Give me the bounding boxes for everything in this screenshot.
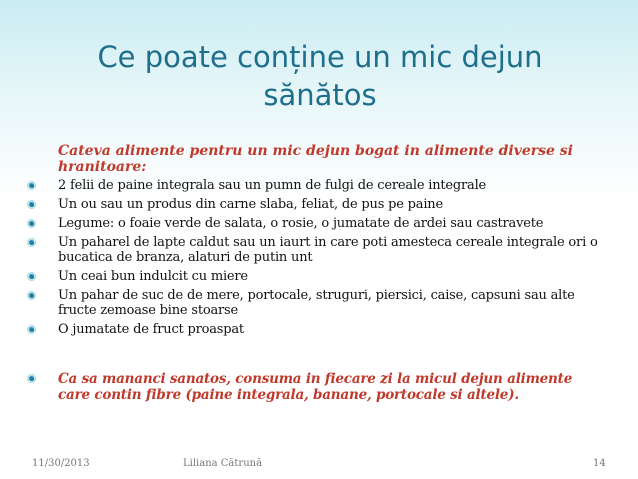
list-item-text: Un pahar de suc de de mere, portocale, struguri, piersici, caise, capsuni sau alte fructe zemoase bine stoarse <box>58 288 575 318</box>
bullet-icon <box>27 325 36 334</box>
bullet-icon <box>27 181 36 190</box>
food-list <box>0 178 638 341</box>
bullet-icon <box>27 200 36 209</box>
bullet-icon <box>27 272 36 281</box>
list-item <box>0 178 603 193</box>
footer-page-number: 14 <box>593 458 606 469</box>
list-item-text: O jumatate de fruct proaspat <box>58 322 244 337</box>
conclusion-item <box>0 371 603 403</box>
list-item <box>0 235 603 265</box>
footer-author: Liliana Cătrună <box>183 458 263 469</box>
list-item <box>0 269 603 284</box>
list-item <box>0 197 603 212</box>
footer-date: 11/30/2013 <box>32 458 90 469</box>
list-item <box>0 216 603 231</box>
slide-title: Ce poate conține un mic dejun sănătos <box>97 40 543 112</box>
list-item-text: Un ceai bun indulcit cu miere <box>58 269 248 284</box>
list-item-text: 2 felii de paine integrala sau un pumn de fulgi de cereale integrale <box>58 178 487 193</box>
list-item <box>0 288 603 318</box>
bullet-icon <box>27 374 36 383</box>
list-item-text: Legume: o foaie verde de salata, o rosie, o jumatate de ardei sau castravete <box>58 216 544 231</box>
list-item <box>0 322 603 337</box>
bullet-icon <box>27 291 36 300</box>
bullet-icon <box>27 219 36 228</box>
list-item-text: Un paharel de lapte caldut sau un iaurt in care poti amesteca cereale integrale ori o bucatica de branza, alaturi de putin unt <box>58 235 598 265</box>
conclusion-block <box>0 371 638 407</box>
list-item-text: Un ou sau un produs din carne slaba, feliat, de pus pe paine <box>58 197 443 212</box>
bullet-icon <box>27 238 36 247</box>
conclusion-text: Ca sa mananci sanatos, consuma in fiecare zi la micul dejun alimente care contin fibre (paine integrala, banane, portocale si altele). <box>58 371 573 403</box>
intro-text: Cateva alimente pentru un mic dejun bogat in alimente diverse si hranitoare: <box>58 143 573 175</box>
